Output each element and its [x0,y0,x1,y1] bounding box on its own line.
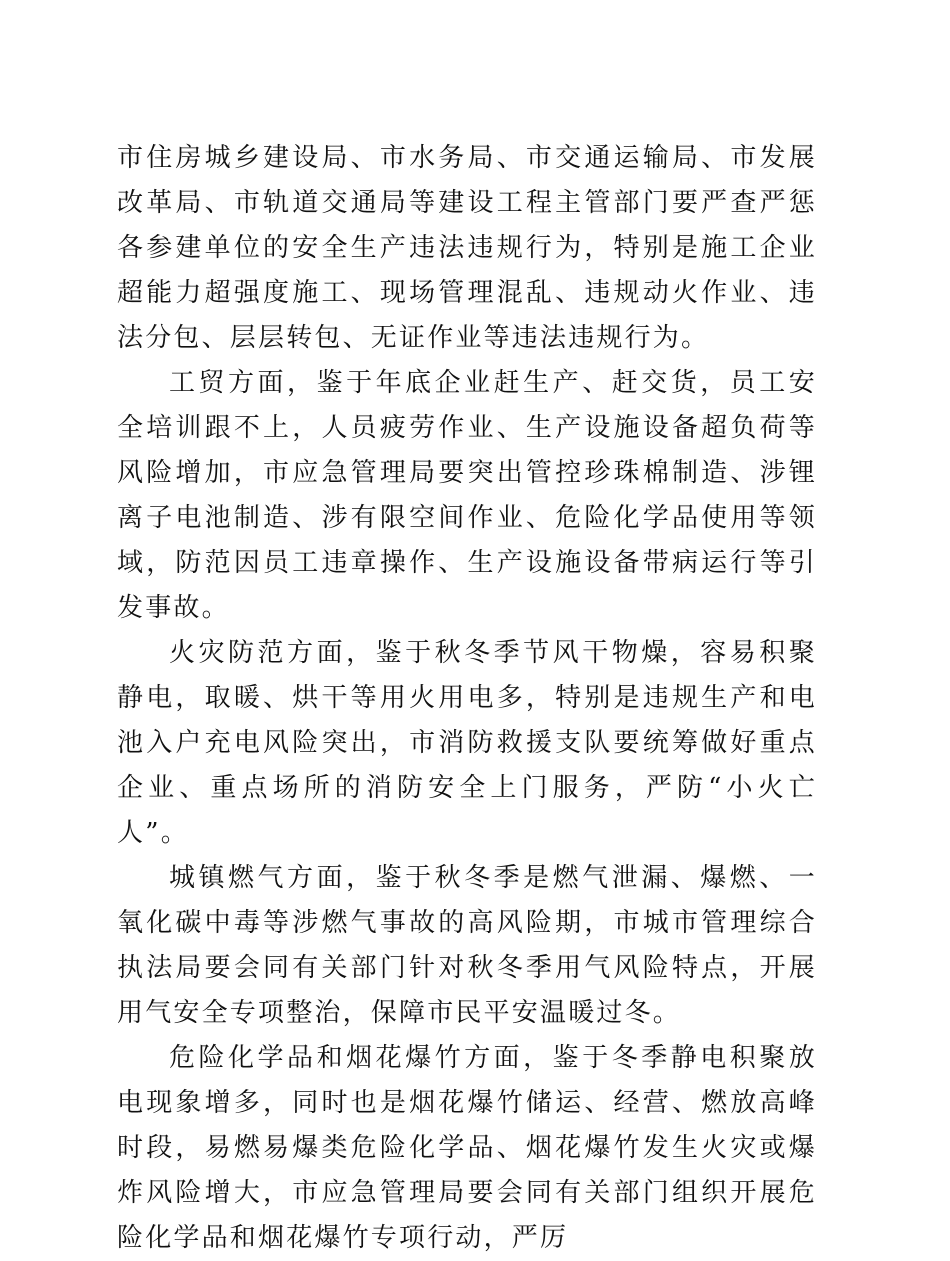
document-body [117,136,817,1261]
paragraph-fire-prevention: 火灾防范方面，鉴于秋冬季节风干物燥，容易积聚静电，取暖、烘干等用火用电多，特别是违规生产和电池入户充电风险突出，市消防救援支队要统筹做好重点企业、重点场所的消防安全上门服务，严防“小火亡人”。 [117,638,817,848]
paragraph-urban-gas: 城镇燃气方面，鉴于秋冬季是燃气泄漏、爆燃、一氧化碳中毒等涉燃气事故的高风险期，市城市管理综合执法局要会同有关部门针对秋冬季用气风险特点，开展用气安全专项整治，保障市民平安温暖过冬。 [117,863,817,1028]
paragraph-hazardous-chemicals-fireworks: 危险化学品和烟花爆竹方面，鉴于冬季静电积聚放电现象增多，同时也是烟花爆竹储运、经营、燃放高峰时段，易燃易爆类危险化学品、烟花爆竹发生火灾或爆炸风险增大，市应急管理局要会同有关部门组织开展危险化学品和烟花爆竹专项行动，严厉 [117,1043,817,1253]
paragraph-industry-trade: 工贸方面，鉴于年底企业赶生产、赶交货，员工安全培训跟不上，人员疲劳作业、生产设施设备超负荷等风险增加，市应急管理局要突出管控珍珠棉制造、涉锂离子电池制造、涉有限空间作业、危险化学品使用等领域，防范因员工违章操作、生产设施设备带病运行等引发事故。 [117,368,817,623]
paragraph-construction-continued: 市住房城乡建设局、市水务局、市交通运输局、市发展改革局、市轨道交通局等建设工程主管部门要严查严惩各参建单位的安全生产违法违规行为，特别是施工企业超能力超强度施工、现场管理混乱、违规动火作业、违法分包、层层转包、无证作业等违法违规行为。 [117,143,817,353]
